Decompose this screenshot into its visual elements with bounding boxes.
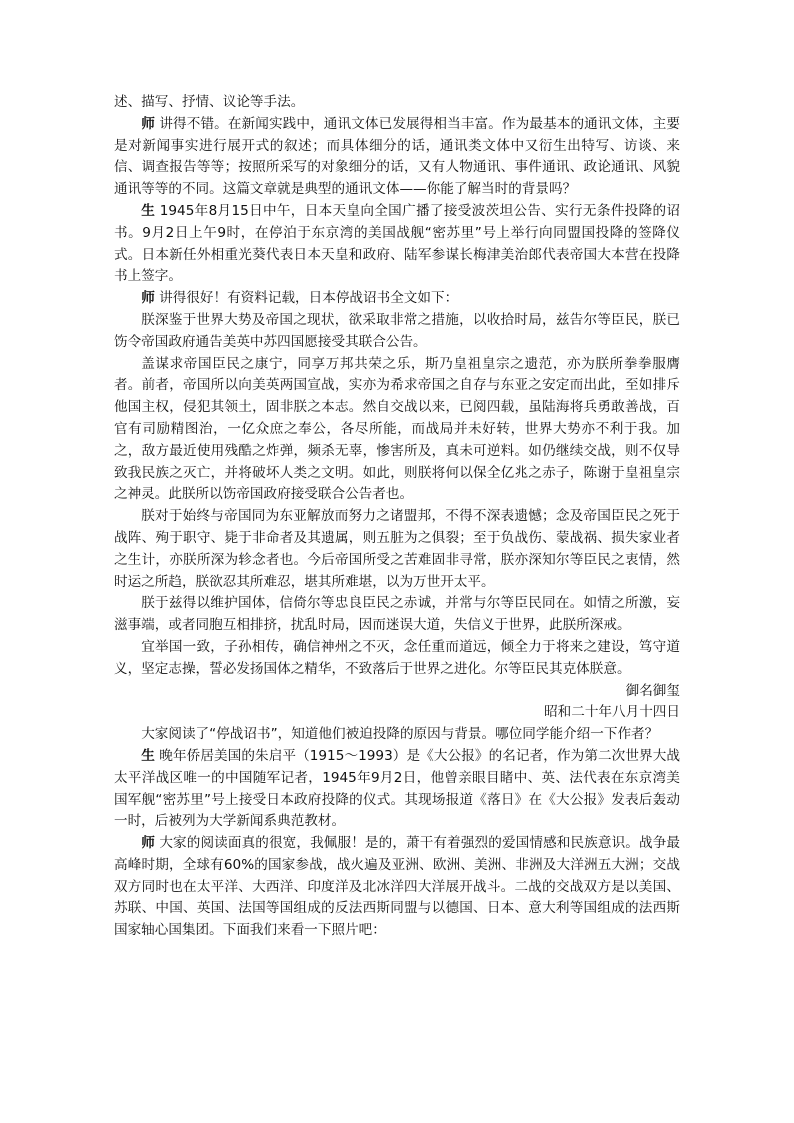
paragraph-text: 述、描写、抒情、议论等手法。 (114, 94, 305, 110)
paragraph (114, 114, 680, 201)
paragraph (114, 92, 680, 114)
paragraph (114, 201, 680, 288)
quote-paragraph (114, 354, 680, 507)
paragraph-text: 朕于兹得以维护国体，信倚尔等忠良臣民之赤诚，并常与尔等臣民同在。如情之所激，妄滋事端，或者同胞互相排挤，扰乱时局，因而迷误大道，失信义于世界，此朕所深戒。 (114, 595, 680, 634)
paragraph-text: 盖谋求帝国臣民之康宁，同享万邦共荣之乐，斯乃皇祖皇宗之遗范，亦为朕所拳拳服膺者。前者，帝国所以向美英两国宣战，实亦为希求帝国之自存与东亚之安定而出此，至如排斥他国主权，侵犯其领土，固非朕之本志。然自交战以来，已阅四载，虽陆海将兵勇敢善战，百官有司励精图治，一亿众庶之奉公，各尽所能，而战局并未好转，世界大势亦不利于我。加之，敌方最近使用残酷之炸弹，频杀无辜，惨害所及，真未可逆料。如仍继续交战，则不仅导致我民族之灭亡，并将破坏人类之文明。如此，则朕将何以保全亿兆之赤子，陈谢于皇祖皇宗之神灵。此朕所以饬帝国政府接受联合公告者也。 (114, 355, 680, 503)
paragraph-text: 御名御玺 (625, 682, 680, 699)
quote-paragraph (114, 506, 680, 593)
paragraph-text: 晚年侨居美国的朱启平（1915～1993）是《大公报》的名记者，作为第二次世界大战太平洋战区唯一的中国随军记者，1945年9月2日，他曾亲眼目睹中、英、法代表在东京湾美国军舰“密苏里”号上接受日本政府投降的仪式。其现场报道《落日》在《大公报》发表后轰动一时，后被列为大学新闻系典范教材。 (114, 747, 681, 830)
paragraph (114, 833, 680, 942)
speaker-label: 师 (141, 115, 155, 132)
paragraph-text: 讲得很好！有资料记载，日本停战诏书全文如下： (154, 290, 459, 307)
paragraph-text: 昭和二十年八月十四日 (544, 704, 680, 721)
speaker-label: 师 (141, 835, 155, 852)
speaker-label: 生 (141, 747, 155, 764)
paragraph-text: 宜举国一致，子孙相传，确信神州之不灭，念任重而道远，倾全力于将来之建设，笃守道义，坚定志操，誓必发扬国体之精华，不致落后于世界之进化。尔等臣民其克体朕意。 (114, 638, 680, 677)
paragraph-text: 大家阅读了“停战诏书”，知道他们被迫投降的原因与背景。哪位同学能介绍一下作者？ (141, 726, 659, 743)
paragraph (114, 724, 680, 746)
paragraph-text: 朕对于始终与帝国同为东亚解放而努力之诸盟邦，不得不深表遗憾；念及帝国臣民之死于战阵、殉于职守、毙于非命者及其遗属，则五脏为之俱裂；至于负战伤、蒙战祸、损失家业者之生计，亦朕所深为轸念者也。今后帝国所受之苦难固非寻常，朕亦深知尔等臣民之衷情，然时运之所趋，朕欲忍其所难忍，堪其所难堪，以为万世开太平。 (114, 508, 680, 590)
quote-paragraph (114, 593, 680, 637)
quote-paragraph (114, 310, 680, 354)
date-line (114, 702, 680, 724)
paragraph-text: 朕深鉴于世界大势及帝国之现状，欲采取非常之措施，以收拾时局，兹告尔等臣民，朕已饬令帝国政府通告美英中苏四国愿接受其联合公告。 (114, 311, 680, 350)
speaker-label: 生 (141, 202, 156, 219)
paragraph-text: 讲得不错。在新闻实践中，通讯文体已发展得相当丰富。作为最基本的通讯文体，主要是对新闻事实进行展开式的叙述；而具体细分的话，通讯类文体中又衍生出特写、访谈、来信、调查报告等等；按照所采写的对象细分的话，又有人物通讯、事件通讯、政论通讯、风貌通讯等等的不同。这篇文章就是典型的通讯文体——你能了解当时的背景吗？ (114, 115, 681, 198)
paragraph (114, 746, 680, 833)
paragraph-text: 大家的阅读面真的很宽，我佩服！是的，萧干有着强烈的爱国情感和民族意识。战争最高峰时期，全球有60%的国家参战，战火遍及亚洲、欧洲、美洲、非洲及大洋洲五大洲；交战双方同时也在太平洋、大西洋、印度洋及北冰洋四大洋展开战斗。二战的交战双方是以美国、苏联、中国、英国、法国等国组成的反法西斯同盟与以德国、日本、意大利等国组成的法西斯国家轴心国集团。下面我们来看一下照片吧： (114, 835, 681, 939)
paragraph (114, 288, 680, 310)
speaker-label: 师 (141, 290, 155, 307)
document-body (114, 92, 680, 942)
quote-paragraph (114, 637, 680, 681)
paragraph-text: 1945年8月15日中午，日本天皇向全国广播了接受波茨坦公告、实行无条件投降的诏书。9月2日上午9时，在停泊于东京湾的美国战舰“密苏里”号上举行向同盟国投降的签降仪式。日本新任外相重光葵代表日本天皇和政府、陆军参谋长梅津美治郎代表帝国大本营在投降书上签字。 (114, 202, 680, 285)
imperial-seal-line (114, 681, 680, 703)
